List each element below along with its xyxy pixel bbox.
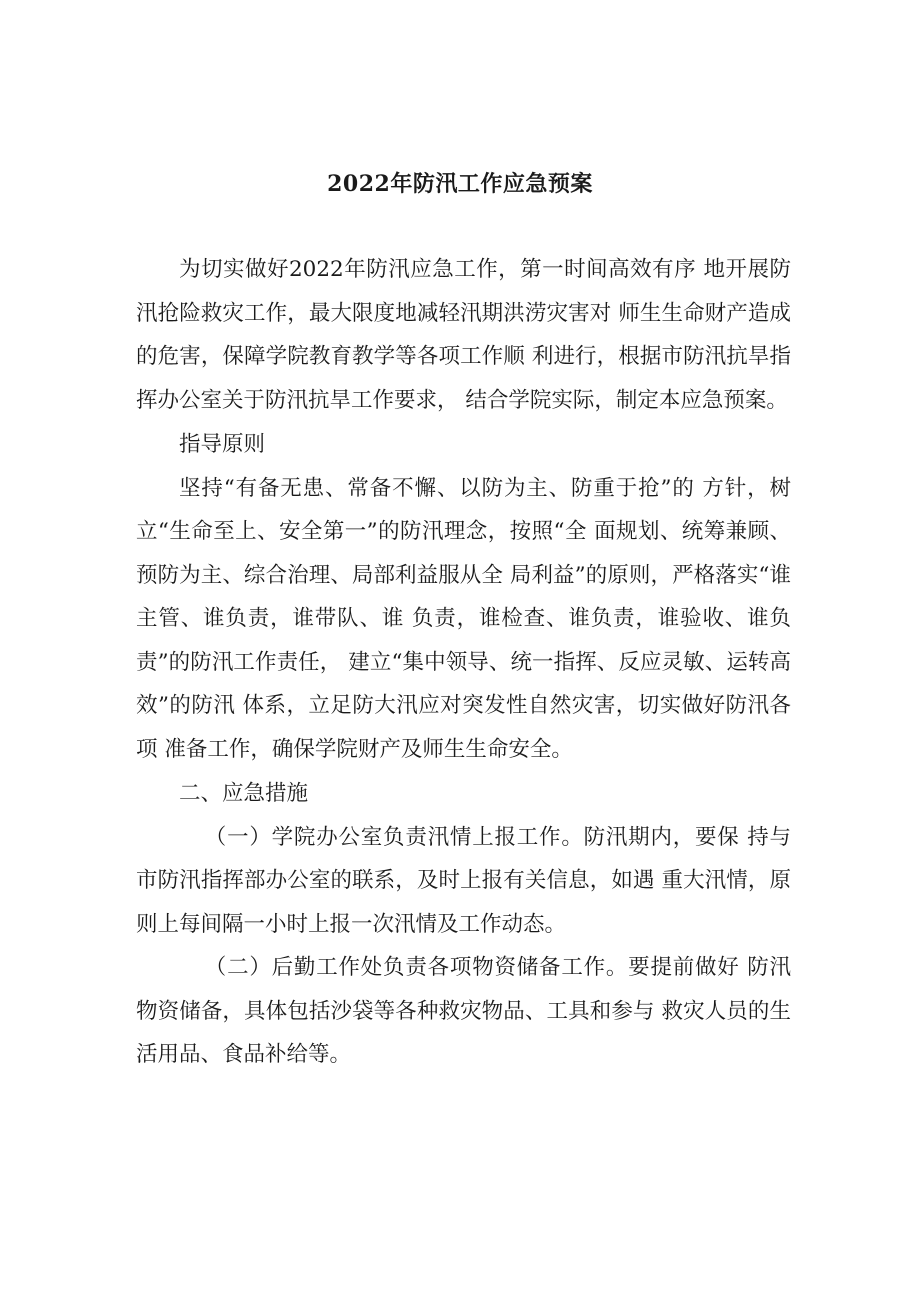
section-heading-guiding-principles: 指导原则 <box>179 432 266 457</box>
measure-paragraph-1: （一）学院办公室负责汛情上报工作。防汛期内，要保 持与市防汛指挥部办公室的联系，及时上报有关信息，如遇 重大汛情，原则上每间隔一小时上报一次汛情及工作动态。 <box>136 824 791 937</box>
document-title: 2022年防汛工作应急预案 <box>327 171 593 197</box>
intro-paragraph: 为切实做好2022年防汛应急工作，第一时间高效有序 地开展防汛抢险救灾工作，最大限度地减轻汛期洪涝灾害对 师生生命财产造成的危害，保障学院教育教学等各项工作顺 利进行，根据市防汛抗旱指挥办公室关于防汛抗旱工作要求， 结合学院实际，制定本应急预案。 <box>136 257 791 413</box>
document-body <box>136 248 791 1077</box>
measure-paragraph-2: （二）后勤工作处负责各项物资储备工作。要提前做好 防汛物资储备，具体包括沙袋等各种救灾物品、工具和参与 救灾人员的生活用品、食品补给等。 <box>136 955 791 1067</box>
principles-paragraph: 坚持“有备无患、常备不懈、以防为主、防重于抢”的 方针，树立“生命至上、安全第一”的防汛理念，按照“全 面规划、统筹兼顾、预防为主、综合治理、局部利益服从全 局利益”的原则，严格落实“谁主管、谁负责，谁带队、谁 负责，谁检查、谁负责，谁验收、谁负责”的防汛工作责任， 建立“集中领导、统一指挥、反应灵敏、运转高效”的防汛 体系，立足防大汛应对突发性自然灾害，切实做好防汛各项 准备工作，确保学院财产及师生生命安全。 <box>136 475 791 762</box>
section-heading-emergency-measures: 二、应急措施 <box>179 781 309 806</box>
